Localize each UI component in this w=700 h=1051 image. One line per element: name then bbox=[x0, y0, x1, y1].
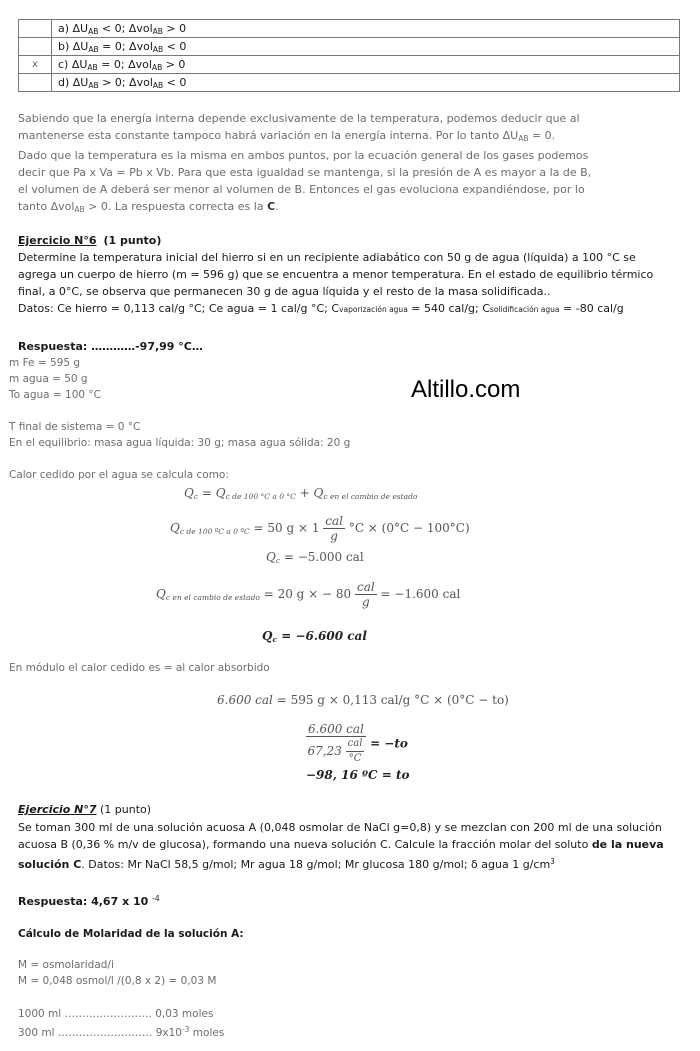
explanation-line: el volumen de A deberá ser menor al volumen de B. Entonces el gas evoluciona expandiéndose, por lo bbox=[18, 183, 585, 196]
option-row-c bbox=[19, 56, 680, 74]
given-line: m agua = 50 g bbox=[9, 373, 88, 385]
given-line: To agua = 100 °C bbox=[9, 389, 102, 401]
equation-heat-total: $Q_c = Q_{c de 100 ^\circ C a 0 ^\circ C} + Q_{c en el cambio de estado}$ bbox=[184, 486, 418, 501]
calc-line: M = 0,048 osmol/l /(0,8 x 2) = 0,03 M bbox=[18, 975, 217, 987]
exercise-6-final-state bbox=[9, 419, 350, 451]
fraction: 6.600 cal 67,23 $\frac{\text{cal}}{^\circ C}$ bbox=[307, 722, 364, 764]
statement-line: agrega un cuerpo de hierro (m = 596 g) que se encuentra a menor temperatura. En el estado de equilibrio térmico bbox=[18, 268, 654, 281]
exercise-7-answer: Respuesta: 4,67 x 10 $^{-4}$ bbox=[18, 894, 160, 908]
explanation-line: Dado que la temperatura es la misma en ambos puntos, por la ecuación general de los gases podemos bbox=[18, 149, 589, 162]
explanation-line: mantenerse esta constante tampoco habrá variación en la energía interna. Por lo tanto $\Delta U_{AB} = 0$. bbox=[18, 129, 556, 143]
explanation-paragraph bbox=[18, 110, 591, 218]
statement-line: final, a 0°C, se observa que permanecen 30 g de agua líquida y el resto de la masa solidificada.. bbox=[18, 285, 551, 298]
fraction: $\frac{\text{cal}}{g}$ bbox=[357, 580, 375, 609]
calc-line: 1000 ml ……………………. 0,03 moles bbox=[18, 1008, 214, 1020]
explanation-line: decir que Pa x Va = Pb x Vb. Para que esta igualdad se mantenga, si la presión de A es mayor a la de B, bbox=[18, 166, 592, 179]
equation-solve-temperature: 6.600 cal 67,23 $\frac{\text{cal}}{^\circ C}$ = −to bbox=[307, 722, 408, 764]
heat-intro: Calor cedido por el agua se calcula como: bbox=[9, 469, 229, 481]
option-row-a bbox=[19, 20, 680, 38]
exercise-7-heading bbox=[18, 801, 151, 818]
exercise-6-givens bbox=[9, 355, 101, 403]
statement-line: Se toman 300 ml de una solución acuosa A (0,048 osmolar de NaCl g=0,8) y se mezclan con 200 ml de una solución bbox=[18, 821, 662, 834]
moles-calc bbox=[18, 1006, 224, 1041]
calc-line: M = osmolaridad/i bbox=[18, 959, 114, 971]
option-mark bbox=[19, 74, 52, 92]
exercise-title: Ejercicio N°7 bbox=[18, 803, 97, 816]
equation-heat-phase-change: $Q_{c en el cambio de estado} = 20$ g × − 80 $\frac{\text{cal}}{g}$ = −1.600 cal bbox=[156, 580, 461, 609]
statement-line: solución C. Datos: Mr NaCl 58,5 g/mol; Mr agua 18 g/mol; Mr glucosa 180 g/mol; δ agua 1 $g/cm^3$ bbox=[18, 857, 555, 871]
options-table bbox=[18, 19, 680, 92]
exercise-title: Ejercicio N°6 bbox=[18, 234, 97, 247]
equation-heat-total-result: $Q_c = -6.600$ cal bbox=[262, 629, 367, 644]
exercise-points: (1 punto) bbox=[103, 234, 162, 247]
equation-temperature-result: −98, 16 ºC = to bbox=[306, 768, 410, 782]
statement-data-line: Datos: Ce hierro = 0,113 cal/g °C; Ce agua = 1 cal/g °C; Cvaporización agua = 540 cal/g; Csolidificación agua = -80 cal/g bbox=[18, 302, 624, 315]
given-line: T final de sistema = 0 °C bbox=[9, 421, 141, 433]
watermark-logo: Altillo.com bbox=[411, 376, 521, 403]
equation-heat-cooling: $Q_{c de 100 ºC a 0 ºC} = 50$ g × 1 $\frac{\text{cal}}{g}$ °C × (0°C − 100°C) bbox=[170, 514, 470, 543]
explanation-line: Sabiendo que la energía interna depende exclusivamente de la temperatura, podemos deducir que al bbox=[18, 112, 580, 125]
molarity-calc bbox=[18, 957, 216, 989]
equation-heat-balance: 6.600 cal = 595 g × 0,113 cal/g °C × (0°C − to) bbox=[217, 693, 509, 707]
option-mark: x bbox=[19, 56, 52, 74]
option-text: b) $\Delta U_{AB} = 0$; Δvol$_{AB}$ < 0 bbox=[52, 38, 680, 56]
equation-heat-cooling-result: $Q_c = -5.000$ cal bbox=[266, 550, 364, 565]
option-row-b bbox=[19, 38, 680, 56]
exercise-6-heading bbox=[18, 232, 161, 249]
fraction: $\frac{\text{cal}}{g}$ bbox=[325, 514, 343, 543]
option-text: d) $\Delta U_{AB} > 0$; Δvol$_{AB}$ < 0 bbox=[52, 74, 680, 92]
exercise-points: (1 punto) bbox=[96, 803, 152, 816]
given-line: En el equilibrio: masa agua líquida: 30 g; masa agua sólida: 20 g bbox=[9, 437, 351, 449]
exercise-6-answer: Respuesta: …………-97,99 °C… bbox=[18, 340, 203, 353]
given-line: m Fe = 595 g bbox=[9, 357, 81, 369]
calc-line: 300 ml ……………………… $9x10^{-3}$ moles bbox=[18, 1025, 225, 1039]
exercise-7-statement bbox=[18, 819, 664, 873]
option-mark bbox=[19, 38, 52, 56]
option-text: a) $\Delta U_{AB} < 0$; Δvol$_{AB}$ > 0 bbox=[52, 20, 680, 38]
heat-balance-text: En módulo el calor cedido es = al calor absorbido bbox=[9, 662, 270, 674]
option-text: c) $\Delta U_{AB} = 0$; Δvol$_{AB}$ > 0 bbox=[52, 56, 680, 74]
explanation-line: tanto Δvol$_{AB}$ > 0. La respuesta correcta es la C. bbox=[18, 200, 279, 214]
option-mark bbox=[19, 20, 52, 38]
calc-title: Cálculo de Molaridad de la solución A: bbox=[18, 928, 244, 940]
statement-line: Determine la temperatura inicial del hierro si en un recipiente adiabático con 50 g de agua (líquida) a 100 °C se bbox=[18, 251, 636, 264]
exercise-6-statement bbox=[18, 249, 653, 318]
statement-line: acuosa B (0,36 % m/v de glucosa), formando una nueva solución C. Calcule la fracción molar del soluto de la nueva bbox=[18, 838, 664, 851]
option-row-d bbox=[19, 74, 680, 92]
